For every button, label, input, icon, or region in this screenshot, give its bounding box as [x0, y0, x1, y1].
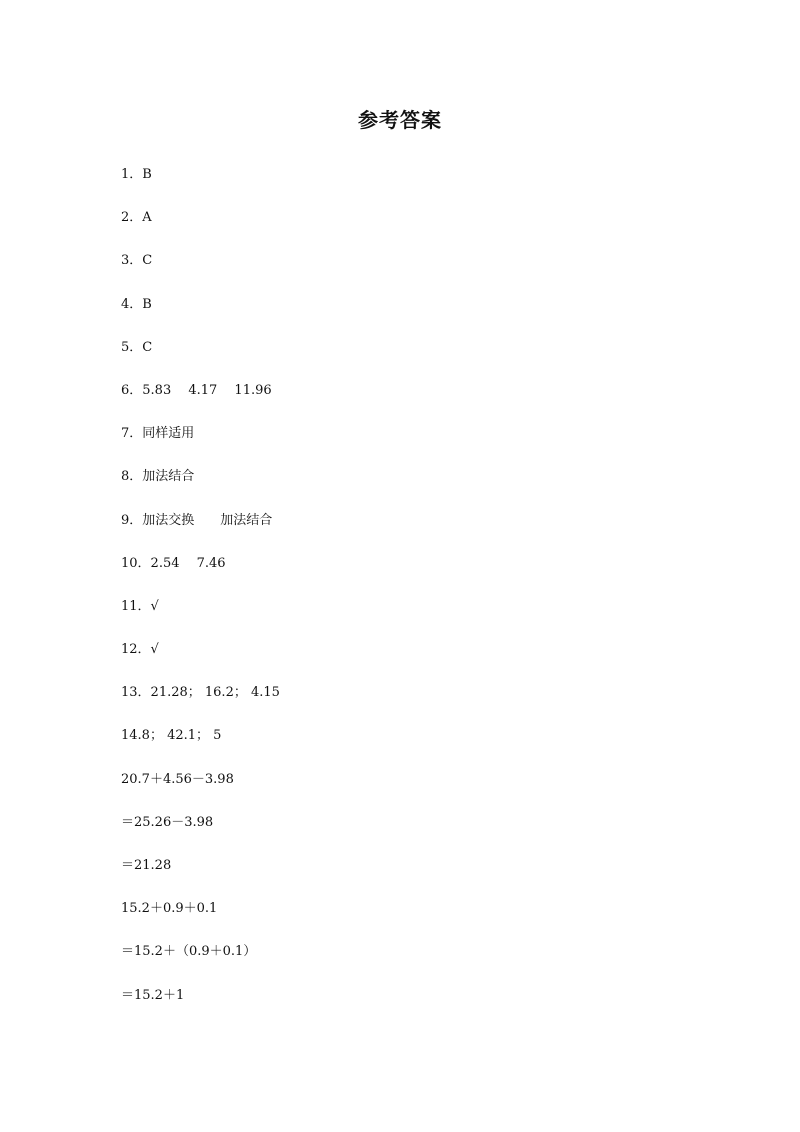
answer-list	[121, 163, 721, 1027]
answer-line-12: 12．√	[121, 642, 159, 658]
answer-line-10: 10．2.54 7.46	[121, 555, 226, 571]
answer-line-13: 13．21.28； 16.2； 4.15	[121, 685, 280, 701]
answer-line-3: 3．C	[121, 253, 153, 269]
calc-line-1: 20.7＋4.56－3.98	[121, 771, 234, 787]
calc-line-6: ＝15.2＋1	[121, 987, 185, 1003]
answer-line-2: 2．A	[121, 210, 152, 226]
answer-line-7: 7．同样适用	[121, 426, 195, 442]
answer-line-5: 5．C	[121, 339, 153, 355]
answer-line-1: 1．B	[121, 167, 152, 182]
calc-line-4: 15.2＋0.9＋0.1	[121, 901, 218, 917]
calc-line-2: ＝25.26－3.98	[121, 814, 214, 830]
answer-line-11: 11．√	[121, 598, 159, 614]
answer-line-9: 9．加法交换 加法结合	[121, 512, 273, 528]
page-title: 参考答案	[358, 108, 442, 132]
answer-line-4: 4．B	[121, 296, 152, 312]
calc-line-3: ＝21.28	[121, 858, 172, 873]
calc-line-5: ＝15.2＋（0.9＋0.1）	[121, 944, 257, 960]
answer-line-6: 6．5.83 4.17 11.96	[121, 382, 272, 398]
answer-line-14: 14.8； 42.1； 5	[121, 728, 222, 744]
answer-line-8: 8．加法结合	[121, 469, 195, 485]
